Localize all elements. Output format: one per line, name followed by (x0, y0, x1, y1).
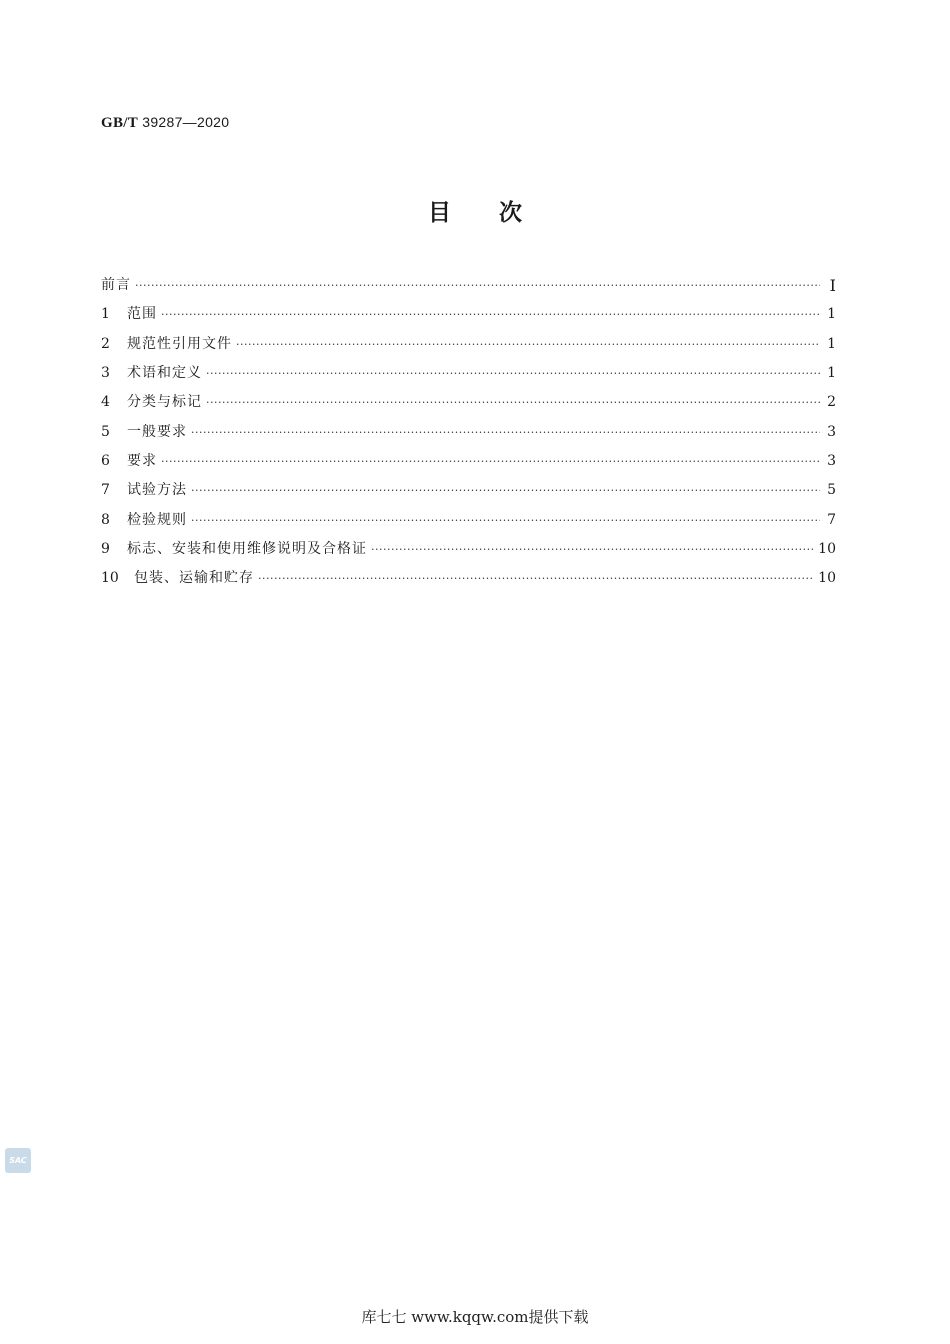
toc-entry-number: 3 (101, 365, 110, 382)
toc-entry-7[interactable] (101, 476, 836, 505)
toc-leader-dots (191, 418, 820, 447)
sac-watermark-logo: SAC (5, 1148, 31, 1173)
toc-leader-dots (191, 476, 820, 505)
toc-entry-label: 范围 (127, 306, 157, 323)
download-source-footer: 库七七 www.kqqw.com提供下载 (361, 1308, 589, 1326)
toc-entry-page: 3 (827, 423, 836, 440)
toc-entry-label: 检验规则 (127, 511, 187, 528)
toc-entry-page: 10 (818, 570, 836, 587)
toc-entry-label: 分类与标记 (127, 394, 202, 411)
toc-leader-dots (161, 300, 820, 329)
toc-entry-label: 包装、运输和贮存 (134, 570, 254, 587)
table-of-contents (101, 271, 836, 593)
toc-entry-page: 5 (827, 482, 836, 499)
toc-entry-label: 标志、安装和使用维修说明及合格证 (127, 540, 367, 557)
toc-entry-number: 10 (101, 570, 119, 587)
toc-entry-number: 9 (101, 540, 110, 557)
toc-entry-6[interactable] (101, 447, 836, 476)
toc-entry-5[interactable] (101, 417, 836, 446)
toc-entry-page: 10 (818, 540, 836, 557)
page-title: 目次 (428, 200, 570, 226)
toc-leader-dots (191, 506, 820, 535)
toc-entry-page: 2 (827, 394, 836, 411)
toc-entry-page: 1 (827, 365, 836, 382)
toc-entry-label: 术语和定义 (127, 365, 202, 382)
toc-entry-number: 7 (101, 482, 110, 499)
toc-entry-9[interactable] (101, 535, 836, 564)
toc-leader-dots (135, 271, 820, 300)
toc-entry-label: 前言 (101, 277, 131, 294)
toc-entry-number: 4 (101, 394, 110, 411)
toc-entry-number: 2 (101, 335, 110, 352)
toc-leader-dots (161, 447, 820, 476)
toc-entry-page: 1 (827, 335, 836, 352)
standard-code-prefix: GB/T (101, 115, 139, 131)
toc-entry-page: 3 (827, 452, 836, 469)
toc-entry-3[interactable] (101, 359, 836, 388)
toc-entry-number: 1 (101, 306, 110, 323)
toc-entry-number: 8 (101, 511, 110, 528)
toc-entry-page: 7 (827, 511, 836, 528)
toc-entry-label: 一般要求 (127, 423, 187, 440)
toc-leader-dots (371, 535, 814, 564)
standard-code-number: 39287—2020 (142, 114, 230, 130)
toc-entry-8[interactable] (101, 505, 836, 534)
standard-code (101, 114, 229, 132)
toc-leader-dots (258, 564, 814, 593)
toc-entry-label: 规范性引用文件 (127, 335, 232, 352)
toc-entry-number: 5 (101, 423, 110, 440)
toc-leader-dots (206, 359, 820, 388)
toc-leader-dots (206, 388, 820, 417)
toc-entry-4[interactable] (101, 388, 836, 417)
toc-entry-number: 6 (101, 452, 110, 469)
toc-leader-dots (236, 330, 820, 359)
toc-entry-1[interactable] (101, 300, 836, 329)
toc-entry-label: 要求 (127, 452, 157, 469)
toc-entry-foreword[interactable] (101, 271, 836, 300)
toc-entry-2[interactable] (101, 330, 836, 359)
toc-entry-label: 试验方法 (127, 482, 187, 499)
toc-entry-10[interactable] (101, 564, 836, 593)
toc-entry-page: 1 (827, 306, 836, 323)
toc-entry-page: I (829, 276, 836, 296)
